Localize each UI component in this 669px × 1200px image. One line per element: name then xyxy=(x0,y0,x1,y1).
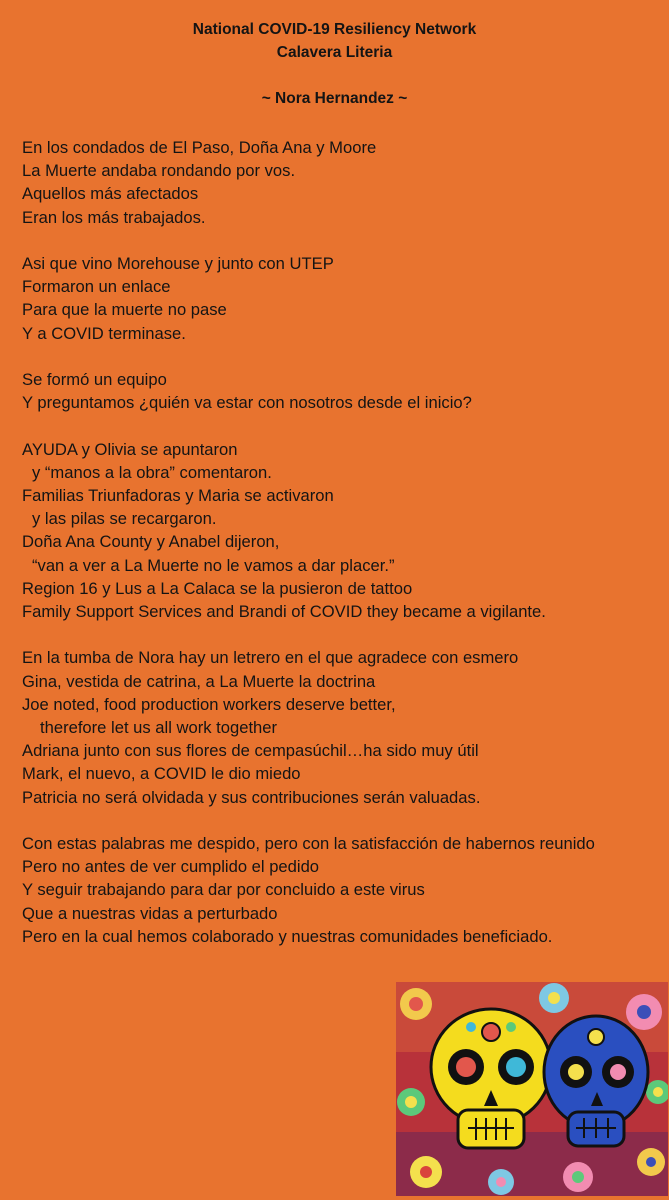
stanza-1 xyxy=(22,136,662,229)
poem-line: Que a nuestras vidas a perturbado xyxy=(22,903,278,923)
sugar-skulls-artwork xyxy=(396,982,668,1196)
poem-line: Eran los más trabajados. xyxy=(22,207,206,227)
stanza-3 xyxy=(22,368,662,414)
poem-line: Asi que vino Morehouse y junto con UTEP xyxy=(22,254,334,273)
sugar-skulls-image xyxy=(396,982,668,1196)
flower-icon xyxy=(397,1088,425,1116)
flower-icon xyxy=(410,1156,442,1188)
poem-line: therefore let us all work together xyxy=(40,718,278,738)
flower-icon xyxy=(637,1148,665,1176)
poem-line: En la tumba de Nora hay un letrero en el que agradece con esmero xyxy=(22,648,519,668)
poem-line: Pero no antes de ver cumplido el pedido xyxy=(22,857,320,877)
document-title: National COVID-19 Resiliency Network xyxy=(192,21,477,38)
document-subtitle: Calavera Literia xyxy=(276,44,393,61)
poem-line: Gina, vestida de catrina, a La Muerte la doctrina xyxy=(22,671,376,691)
poem-line: Y a COVID terminase. xyxy=(22,323,186,343)
poem-line: Y preguntamos ¿quién va estar con nosotros desde el inicio? xyxy=(22,393,472,413)
poem-line: Mark, el nuevo, a COVID le dio miedo xyxy=(22,764,301,784)
poem-line: Aquellos más afectados xyxy=(22,184,199,204)
flower-icon xyxy=(539,983,569,1013)
stanza-5 xyxy=(22,646,662,808)
poem-line: Joe noted, food production workers deserve better, xyxy=(22,694,396,714)
flower-icon xyxy=(563,1162,593,1192)
poem-line: y las pilas se recargaron. xyxy=(32,509,217,529)
flower-icon xyxy=(400,988,432,1020)
poem-line: Con estas palabras me despido, pero con la satisfacción de habernos reunido xyxy=(22,834,595,854)
poem-line: y “manos a la obra” comentaron. xyxy=(32,462,272,482)
poem-line: Family Support Services and Brandi of COVID they became a vigilante. xyxy=(22,602,546,622)
poem-line: La Muerte andaba rondando por vos. xyxy=(22,161,296,181)
stanza-4 xyxy=(22,438,662,624)
poem-line: En los condados de El Paso, Doña Ana y Moore xyxy=(22,138,377,157)
poem-line: Formaron un enlace xyxy=(22,277,171,297)
poem-line: “van a ver a La Muerte no le vamos a dar placer.” xyxy=(32,555,395,575)
poem-line: AYUDA y Olivia se apuntaron xyxy=(22,439,238,459)
stanza-2 xyxy=(22,252,662,345)
poem-line: Familias Triunfadoras y Maria se activaron xyxy=(22,486,334,505)
flower-icon xyxy=(626,994,662,1030)
poem-line: Se formó un equipo xyxy=(22,370,167,389)
poem-line: Pero en la cual hemos colaborado y nuestras comunidades beneficiado. xyxy=(22,926,553,946)
poem-line: Y seguir trabajando para dar por concluido a este virus xyxy=(22,880,425,900)
poem-body xyxy=(22,136,662,971)
flower-icon xyxy=(488,1169,514,1195)
document-header xyxy=(0,18,669,64)
poem-line: Adriana junto con sus flores de cempasúchil…ha sido muy útil xyxy=(22,741,479,761)
poem-line: Para que la muerte no pase xyxy=(22,300,227,320)
poem-line: Doña Ana County y Anabel dijeron, xyxy=(22,532,280,552)
stanza-6 xyxy=(22,832,662,948)
author-line: ~ Nora Hernandez ~ xyxy=(261,90,408,107)
poem-line: Region 16 y Lus a La Calaca se la pusieron de tattoo xyxy=(22,578,413,598)
poem-line: Patricia no será olvidada y sus contribuciones serán valuadas. xyxy=(22,787,481,807)
